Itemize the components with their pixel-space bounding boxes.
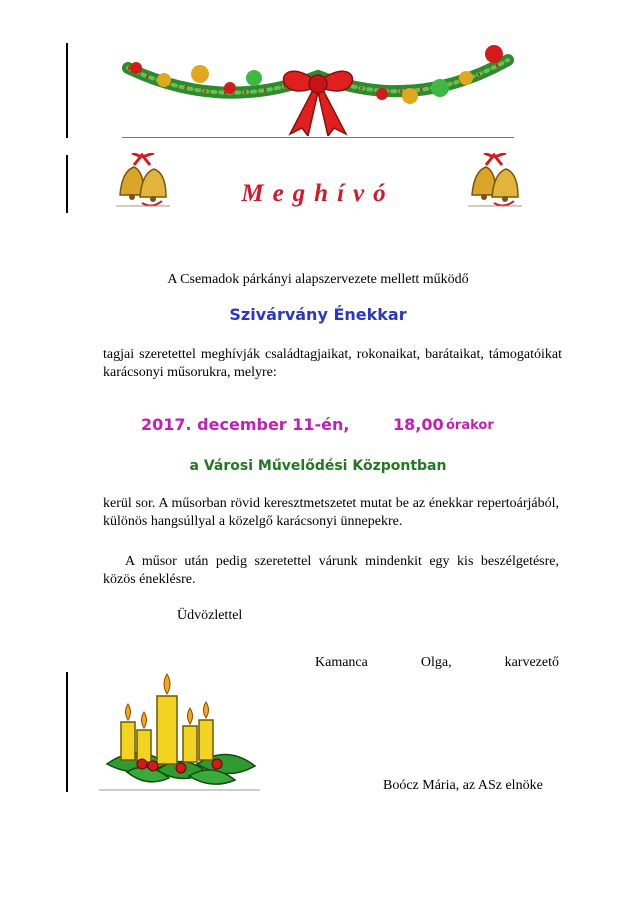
- event-venue: a Városi Művelődési Központban: [189, 458, 447, 474]
- invite-paragraph: tagjai szeretettel meghívják családtagjaikat, rokonaikat, barátaikat, támogatóikat karácsonyi műsorukra, melyre:: [103, 347, 562, 380]
- christmas-garland-illustration: [122, 38, 514, 136]
- event-date: 2017. december 11-én,: [141, 415, 350, 434]
- conductor-role: karvezető: [504, 655, 559, 670]
- advent-candles-illustration: [97, 672, 262, 792]
- closing-paragraph: A műsor után pedig szeretettel várunk mindenkit egy kis beszélgetésre, közös éneklésre.: [103, 554, 559, 587]
- program-paragraph: kerül sor. A műsorban rövid keresztmetszetet mutat be az énekkar repertoárjából, különös hangsúllyal a közelgő karácsonyi ünnepekre.: [103, 496, 559, 529]
- choir-name: Szivárvány Énekkar: [229, 305, 407, 324]
- conductor-last-name: Olga,: [420, 655, 452, 670]
- conductor-first-name: Kamanca: [315, 655, 368, 670]
- margin-bar-top: [66, 43, 68, 138]
- intro-line: A Csemadok párkányi alapszervezete mellett működő: [167, 272, 469, 287]
- margin-bar-bottom: [66, 672, 68, 792]
- signature-chair: Boócz Mária, az ASz elnöke: [383, 778, 543, 793]
- invitation-title: Meghívó: [241, 180, 395, 207]
- top-divider: [122, 137, 514, 138]
- event-time-unit: órakor: [446, 418, 494, 433]
- event-time-value: 18,00: [393, 415, 444, 434]
- signature-conductor: [315, 655, 559, 671]
- greeting: Üdvözlettel: [177, 608, 243, 623]
